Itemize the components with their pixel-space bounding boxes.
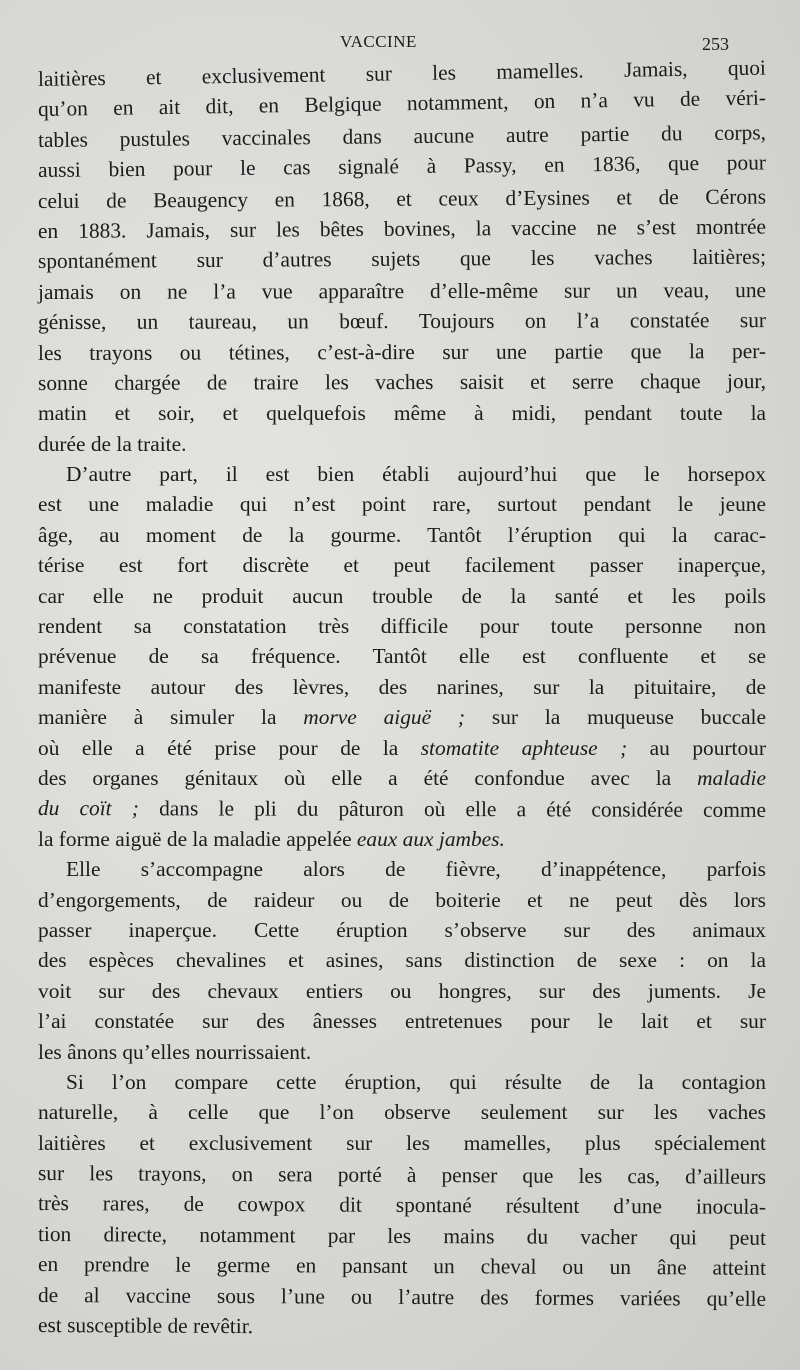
text-line: d’engorgements, de raideur ou de boiterie et ne peut dès lors xyxy=(38,887,766,912)
text-line: en 1883. Jamais, sur les bêtes bovines, la vaccine ne s’est montrée xyxy=(37,214,767,243)
text-line xyxy=(38,733,766,763)
text-line: car elle ne produit aucun trouble de la santé et les poils xyxy=(38,583,766,608)
text-line xyxy=(38,702,766,732)
text-line: qu’on en ait dit, en Belgique notamment, on n’a vu de véri- xyxy=(37,85,767,122)
text-line: spontanément sur d’autres sujets que les vaches laitières; xyxy=(37,244,767,274)
text-line: tables pustules vaccinales dans aucune autre partie du corps, xyxy=(37,120,767,152)
text-line: aussi bien pour le cas signalé à Passy, en 1836, que pour xyxy=(37,150,767,183)
text-line: l’ai constatée sur des ânesses entretenues pour le lait et sur xyxy=(38,1009,766,1034)
text-run: des organes génitaux où elle a été confondue avec la xyxy=(38,765,698,790)
text-line: très rares, de cowpox dit spontané résultent d’une inocula- xyxy=(37,1191,767,1220)
italic-term: maladie xyxy=(697,765,766,790)
text-run: dans le pli du pâturon où elle a été considérée comme xyxy=(138,796,767,823)
text-line: voit sur des chevaux entiers ou hongres, sur des juments. Je xyxy=(38,978,766,1003)
text-run: sur la muqueuse buccale xyxy=(465,705,766,730)
text-line: est susceptible de revêtir. xyxy=(37,1313,254,1339)
text-line: sur les trayons, on sera porté à penser que les cas, d’ailleurs xyxy=(37,1161,767,1189)
text-line: sonne chargée de traire les vaches saisit et serre chaque jour, xyxy=(37,369,767,395)
text-line xyxy=(38,793,766,825)
text-line: prévenue de sa fréquence. Tantôt elle est confluente et se xyxy=(38,644,766,669)
text-line: des espèces chevalines et asines, sans distinction de sexe : on la xyxy=(38,948,766,973)
text-line: durée de la traite. xyxy=(38,431,187,456)
text-line: D’autre part, il est bien établi aujourd’hui que le horsepox xyxy=(66,462,766,487)
text-line: térise est fort discrète et peut facilement passer inaperçue, xyxy=(38,553,766,578)
text-line: laitières et exclusivement sur les mamelles, plus spécialement xyxy=(38,1130,766,1155)
text-line: rendent sa constatation très difficile pour toute personne non xyxy=(38,614,766,639)
text-line: génisse, un taureau, un bœuf. Toujours on l’a constatée sur xyxy=(37,308,767,335)
italic-term: du coït ; xyxy=(37,796,139,821)
italic-term: eaux aux jambes. xyxy=(356,826,505,851)
text-run: où elle a été prise pour de la xyxy=(38,735,421,760)
text-line: les trayons ou tétines, c’est-à-dire sur une partie que la per- xyxy=(37,338,767,365)
text-line: naturelle, à celle que l’on observe seulement sur les vaches xyxy=(38,1100,766,1125)
text-line: Elle s’accompagne alors de fièvre, d’inappétence, parfois xyxy=(66,857,766,882)
text-run: au pourtour xyxy=(627,735,766,760)
text-line: passer inaperçue. Cette éruption s’observe sur des animaux xyxy=(38,917,766,942)
text-line: de al vaccine sous l’une ou l’autre des formes variées qu’elle xyxy=(37,1282,767,1311)
text-line: jamais on ne l’a vue apparaître d’elle-même sur un veau, une xyxy=(37,277,767,304)
text-line: âge, au moment de la gourme. Tantôt l’éruption qui la carac- xyxy=(38,522,766,547)
text-line: laitières et exclusivement sur les mamelles. Jamais, quoi xyxy=(37,55,767,91)
italic-term: stomatite aphteuse ; xyxy=(420,735,628,760)
running-title: VACCINE xyxy=(340,32,417,51)
text-line: matin et soir, et quelquefois même à midi, pendant toute la xyxy=(38,401,766,426)
text-line: manifeste autour des lèvres, des narines, sur la pituitaire, de xyxy=(38,674,766,699)
text-line: celui de Beaugency en 1868, et ceux d’Eysines et de Cérons xyxy=(37,184,767,213)
text-run: la forme aiguë de la maladie appelée xyxy=(38,826,357,851)
text-line: tion directe, notamment par les mains du vacher qui peut xyxy=(37,1221,767,1250)
page-number: 253 xyxy=(702,34,729,54)
text-line: est une maladie qui n’est point rare, surtout pendant le jeune xyxy=(38,492,766,517)
text-run: manière à simuler la xyxy=(38,705,304,730)
italic-term: morve aiguë ; xyxy=(303,705,466,730)
text-line: les ânons qu’elles nourrissaient. xyxy=(38,1039,312,1064)
text-line xyxy=(38,824,766,854)
text-line: en prendre le germe en pansant un cheval ou un âne atteint xyxy=(37,1252,767,1281)
text-line xyxy=(38,763,766,793)
text-line: Si l’on compare cette éruption, qui résulte de la contagion xyxy=(66,1069,766,1094)
body-text xyxy=(37,55,767,1340)
